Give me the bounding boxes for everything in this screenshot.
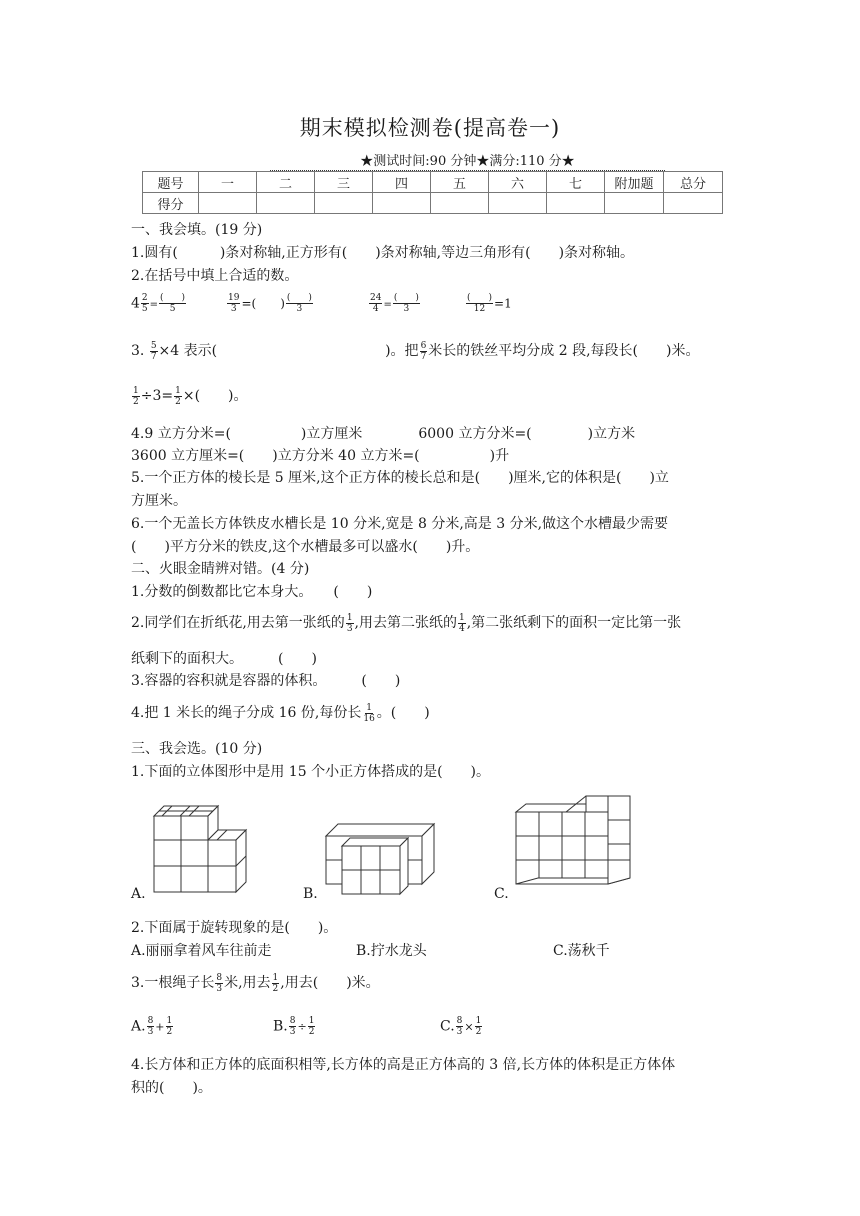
question-text: 4.把 1 米长的绳子分成 16 份,每份长 $\frac{1}{16}$ 。( )	[131, 702, 430, 724]
table-cell: 总分	[664, 172, 723, 193]
question-text: 3600 立方厘米=( )立方分米 40 立方米=( )升	[131, 448, 510, 464]
whole-number: 4	[131, 295, 140, 312]
fraction: $\frac{( )}{3}$	[286, 293, 312, 314]
fraction: $\frac{1}{4}$	[459, 612, 465, 634]
question-text: $\frac{1}{2}$ ÷3= $\frac{1}{2}$ ×( )。	[133, 385, 248, 407]
score-table-header-row	[143, 172, 723, 193]
question-text: 4.长方体和正方体的底面积相等,长方体的高是正方体高的 3 倍,长方体的体积是正方体体	[131, 1057, 676, 1073]
cube-figure-c	[512, 794, 642, 894]
option-b[interactable]: B. $\frac{8}{3}$ ÷ $\frac{1}{2}$	[273, 1016, 315, 1037]
option-c[interactable]: C.荡秋千	[553, 943, 610, 959]
option-b[interactable]: B.拧水龙头	[356, 943, 427, 959]
fraction: $\frac{1}{2}$	[166, 1016, 173, 1037]
fraction: $\frac{8}{3}$	[216, 972, 223, 994]
fraction-item-b: $\frac{19}{3}$ =( ) $\frac{( )}{3}$	[228, 293, 312, 314]
table-cell: 题号	[143, 172, 199, 193]
score-input-cell[interactable]	[199, 193, 257, 214]
fraction: $\frac{6}{7}$	[420, 340, 427, 362]
section-heading: 三、我会选。(10 分)	[131, 741, 263, 757]
score-input-cell[interactable]	[664, 193, 723, 214]
score-input-cell[interactable]	[431, 193, 489, 214]
fraction: $\frac{1}{2}$	[133, 385, 139, 407]
question-text: 3. $\frac{5}{7}$ ×4 表示( )。把 $\frac{6}{7}$ 米长的铁丝平均分成 2 段,每段长( )米。	[131, 340, 700, 362]
question-text: 2.在括号中填上合适的数。	[131, 268, 299, 284]
question-text: 2.同学们在折纸花,用去第一张纸的 $\frac{1}{3}$ ,用去第二张纸的 $\frac{1}{4}$ ,第二张纸剩下的面积一定比第一张	[131, 612, 682, 634]
fraction-item-c: $\frac{24}{4}$ = $\frac{( )}{3}$	[370, 293, 419, 314]
table-cell: 得分	[143, 193, 199, 214]
fraction: $\frac{8}{3}$	[289, 1016, 296, 1037]
question-text: 积的( )。	[131, 1080, 212, 1096]
table-cell: 七	[547, 172, 605, 193]
question-text: 1.下面的立体图形中是用 15 个小正方体搭成的是( )。	[131, 764, 490, 780]
option-a[interactable]: A. $\frac{8}{3}$ + $\frac{1}{2}$	[131, 1016, 173, 1037]
fraction: $\frac{5}{7}$	[150, 340, 157, 362]
cube-figure-a	[150, 796, 250, 896]
fraction: $\frac{1}{2}$	[272, 972, 279, 994]
score-input-cell[interactable]	[547, 193, 605, 214]
fraction: $\frac{1}{16}$	[363, 702, 375, 724]
score-input-cell[interactable]	[257, 193, 315, 214]
question-text: 5.一个正方体的棱长是 5 厘米,这个正方体的棱长总和是( )厘米,它的体积是( )立	[131, 470, 669, 486]
fraction: $\frac{( )}{5}$	[160, 293, 186, 314]
table-cell: 三	[315, 172, 373, 193]
fraction: $\frac{24}{4}$	[370, 293, 382, 314]
fraction: $\frac{2}{5}$	[141, 293, 148, 314]
fraction: $\frac{( )}{12}$	[467, 293, 493, 314]
question-text: 1.分数的倒数都比它本身大。 ( )	[131, 584, 373, 600]
score-input-cell[interactable]	[489, 193, 547, 214]
fraction: $\frac{( )}{3}$	[393, 293, 419, 314]
table-cell: 四	[373, 172, 431, 193]
exam-info: ★测试时间:90 分钟★满分:110 分★	[270, 150, 665, 171]
question-text: ( )平方分米的铁皮,这个水槽最多可以盛水( )升。	[131, 539, 480, 555]
option-label-a[interactable]: A.	[131, 886, 146, 902]
section-heading: 一、我会填。(19 分)	[131, 222, 263, 238]
table-cell: 二	[257, 172, 315, 193]
fraction-item-a: 4 $\frac{2}{5}$ = $\frac{( )}{5}$	[131, 293, 186, 314]
score-input-cell[interactable]	[373, 193, 431, 214]
page-title: 期末模拟检测卷(提高卷一)	[299, 116, 561, 140]
score-input-cell[interactable]	[605, 193, 664, 214]
question-text: 3.一根绳子长 $\frac{8}{3}$ 米,用去 $\frac{1}{2}$ ,用去( )米。	[131, 972, 380, 994]
option-label-b[interactable]: B.	[303, 886, 318, 902]
fraction: $\frac{8}{3}$	[147, 1016, 154, 1037]
fraction: $\frac{1}{2}$	[475, 1016, 482, 1037]
question-text: 1.圆有( )条对称轴,正方形有( )条对称轴,等边三角形有( )条对称轴。	[131, 245, 635, 261]
question-text: 4.9 立方分米=( )立方厘米 6000 立方分米=( )立方米	[131, 426, 636, 442]
question-text: 方厘米。	[131, 493, 187, 509]
fraction: $\frac{1}{2}$	[175, 385, 181, 407]
table-cell: 五	[431, 172, 489, 193]
table-cell: 六	[489, 172, 547, 193]
score-table-score-row	[143, 193, 723, 214]
fraction: $\frac{1}{3}$	[346, 612, 353, 634]
option-a[interactable]: A.丽丽拿着风车往前走	[131, 943, 272, 959]
question-text: 2.下面属于旋转现象的是( )。	[131, 920, 338, 936]
cube-figure-b	[322, 816, 442, 896]
fraction: $\frac{19}{3}$	[228, 293, 240, 314]
score-input-cell[interactable]	[315, 193, 373, 214]
score-table	[142, 171, 723, 214]
fraction: $\frac{8}{3}$	[456, 1016, 463, 1037]
table-cell: 一	[199, 172, 257, 193]
section-heading: 二、火眼金睛辨对错。(4 分)	[131, 561, 310, 577]
option-label-c[interactable]: C.	[494, 886, 509, 902]
fraction: $\frac{1}{2}$	[308, 1016, 315, 1037]
option-c[interactable]: C. $\frac{8}{3}$ × $\frac{1}{2}$	[440, 1016, 482, 1037]
fraction-item-d: $\frac{( )}{12}$ =1	[467, 293, 512, 314]
question-text: 3.容器的容积就是容器的体积。 ( )	[131, 673, 401, 689]
table-cell: 附加题	[605, 172, 664, 193]
question-text: 6.一个无盖长方体铁皮水槽长是 10 分米,宽是 8 分米,高是 3 分米,做这个水槽最少需要	[131, 516, 669, 532]
question-text: 纸剩下的面积大。 ( )	[131, 651, 317, 667]
